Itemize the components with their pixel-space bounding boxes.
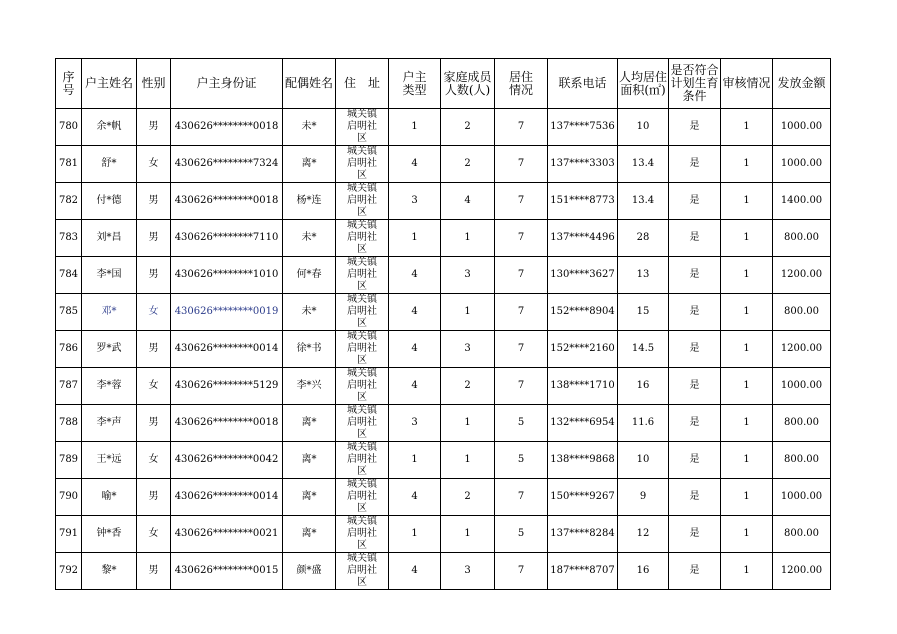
cell-address: 城关镇启明社区 [336,516,389,553]
col-header-birth-policy: 是否符合计划生育条件 [669,59,721,109]
cell-spouse-name: 未* [283,109,336,146]
table-row [56,442,831,479]
cell-owner-type: 4 [389,479,441,516]
cell-gender: 男 [137,183,171,220]
cell-address: 城关镇启明社区 [336,220,389,257]
cell-owner-type: 4 [389,146,441,183]
cell-area: 14.5 [618,331,669,368]
table-row [56,368,831,405]
cell-address: 城关镇启明社区 [336,146,389,183]
col-header-seq: 序号 [56,59,82,109]
cell-review: 1 [721,516,773,553]
cell-owner-name: 钟*香 [82,516,137,553]
cell-spouse-name: 徐*书 [283,331,336,368]
cell-owner-type: 4 [389,368,441,405]
cell-amount: 1000.00 [773,146,831,183]
cell-birth-policy: 是 [669,331,721,368]
cell-owner-id: 430626********0015 [171,553,283,590]
cell-amount: 1000.00 [773,368,831,405]
cell-seq: 787 [56,368,82,405]
cell-amount: 800.00 [773,220,831,257]
table-row [56,405,831,442]
cell-area: 28 [618,220,669,257]
cell-members: 1 [441,442,495,479]
cell-residence: 5 [495,516,548,553]
cell-members: 1 [441,405,495,442]
cell-members: 1 [441,516,495,553]
cell-owner-id: 430626********0018 [171,109,283,146]
col-header-review: 审核情况 [721,59,773,109]
cell-area: 13.4 [618,183,669,220]
cell-spouse-name: 离* [283,146,336,183]
cell-review: 1 [721,368,773,405]
col-header-owner-id: 户主身份证 [171,59,283,109]
cell-owner-type: 1 [389,516,441,553]
cell-seq: 784 [56,257,82,294]
cell-seq: 790 [56,479,82,516]
cell-birth-policy: 是 [669,257,721,294]
cell-residence: 5 [495,405,548,442]
cell-review: 1 [721,405,773,442]
cell-residence: 7 [495,294,548,331]
cell-members: 2 [441,368,495,405]
cell-owner-name: 李*国 [82,257,137,294]
cell-seq: 781 [56,146,82,183]
cell-owner-name: 黎* [82,553,137,590]
cell-spouse-name: 离* [283,442,336,479]
cell-address: 城关镇启明社区 [336,442,389,479]
cell-spouse-name: 李*兴 [283,368,336,405]
table-row [56,479,831,516]
cell-area: 15 [618,294,669,331]
cell-phone: 132****6954 [548,405,618,442]
cell-birth-policy: 是 [669,109,721,146]
cell-owner-name: 舒* [82,146,137,183]
table-row [56,516,831,553]
col-header-residence: 居住情况 [495,59,548,109]
cell-review: 1 [721,442,773,479]
cell-residence: 7 [495,479,548,516]
cell-spouse-name: 离* [283,405,336,442]
cell-birth-policy: 是 [669,442,721,479]
table-row [56,220,831,257]
cell-owner-name: 邓* [82,294,137,331]
cell-spouse-name: 何*春 [283,257,336,294]
cell-owner-name: 余*帆 [82,109,137,146]
cell-address: 城关镇启明社区 [336,183,389,220]
cell-phone: 152****8904 [548,294,618,331]
cell-members: 2 [441,146,495,183]
cell-members: 2 [441,109,495,146]
cell-area: 12 [618,516,669,553]
table-row [56,331,831,368]
table-row [56,294,831,331]
cell-gender: 男 [137,405,171,442]
cell-residence: 7 [495,146,548,183]
table-row [56,553,831,590]
cell-phone: 130****3627 [548,257,618,294]
cell-residence: 7 [495,368,548,405]
cell-address: 城关镇启明社区 [336,479,389,516]
cell-gender: 男 [137,553,171,590]
cell-birth-policy: 是 [669,405,721,442]
cell-review: 1 [721,294,773,331]
cell-amount: 800.00 [773,516,831,553]
cell-phone: 137****7536 [548,109,618,146]
cell-seq: 786 [56,331,82,368]
cell-area: 11.6 [618,405,669,442]
table-row [56,183,831,220]
cell-amount: 1000.00 [773,479,831,516]
cell-review: 1 [721,146,773,183]
cell-birth-policy: 是 [669,294,721,331]
cell-members: 1 [441,294,495,331]
cell-spouse-name: 未* [283,294,336,331]
cell-address: 城关镇启明社区 [336,109,389,146]
cell-area: 13 [618,257,669,294]
cell-phone: 152****2160 [548,331,618,368]
household-subsidy-table [55,58,831,590]
cell-area: 16 [618,368,669,405]
cell-birth-policy: 是 [669,183,721,220]
cell-members: 3 [441,331,495,368]
cell-area: 9 [618,479,669,516]
cell-birth-policy: 是 [669,220,721,257]
cell-owner-id: 430626********0019 [171,294,283,331]
cell-owner-name: 李*蓉 [82,368,137,405]
cell-owner-name: 罗*武 [82,331,137,368]
cell-birth-policy: 是 [669,553,721,590]
cell-owner-id: 430626********7324 [171,146,283,183]
cell-residence: 7 [495,109,548,146]
table-row [56,109,831,146]
cell-seq: 791 [56,516,82,553]
col-header-address: 住 址 [336,59,389,109]
cell-owner-id: 430626********0042 [171,442,283,479]
cell-area: 13.4 [618,146,669,183]
cell-owner-type: 3 [389,405,441,442]
cell-gender: 男 [137,109,171,146]
cell-owner-id: 430626********0014 [171,331,283,368]
cell-spouse-name: 杨*连 [283,183,336,220]
cell-amount: 1200.00 [773,331,831,368]
cell-review: 1 [721,220,773,257]
cell-seq: 783 [56,220,82,257]
cell-owner-id: 430626********0014 [171,479,283,516]
cell-phone: 151****8773 [548,183,618,220]
cell-gender: 女 [137,294,171,331]
cell-gender: 女 [137,146,171,183]
col-header-amount: 发放金额 [773,59,831,109]
cell-owner-name: 李*声 [82,405,137,442]
cell-seq: 792 [56,553,82,590]
cell-gender: 女 [137,516,171,553]
cell-residence: 7 [495,331,548,368]
cell-owner-name: 付*德 [82,183,137,220]
cell-seq: 780 [56,109,82,146]
cell-amount: 1000.00 [773,109,831,146]
cell-owner-type: 4 [389,294,441,331]
cell-review: 1 [721,257,773,294]
cell-birth-policy: 是 [669,516,721,553]
cell-gender: 男 [137,220,171,257]
cell-owner-id: 430626********0021 [171,516,283,553]
cell-birth-policy: 是 [669,368,721,405]
table-row [56,257,831,294]
cell-owner-id: 430626********0018 [171,183,283,220]
cell-phone: 137****3303 [548,146,618,183]
table-body [56,109,831,590]
col-header-gender: 性别 [137,59,171,109]
header-row [56,59,831,109]
cell-spouse-name: 离* [283,479,336,516]
cell-gender: 男 [137,331,171,368]
cell-amount: 1200.00 [773,553,831,590]
cell-owner-type: 1 [389,220,441,257]
cell-phone: 137****4496 [548,220,618,257]
cell-address: 城关镇启明社区 [336,257,389,294]
cell-seq: 782 [56,183,82,220]
cell-phone: 187****8707 [548,553,618,590]
cell-members: 1 [441,220,495,257]
cell-owner-name: 王*远 [82,442,137,479]
cell-spouse-name: 离* [283,516,336,553]
cell-residence: 7 [495,257,548,294]
cell-phone: 138****1710 [548,368,618,405]
cell-area: 10 [618,109,669,146]
col-header-members: 家庭成员人数(人) [441,59,495,109]
cell-review: 1 [721,109,773,146]
cell-review: 1 [721,331,773,368]
cell-members: 4 [441,183,495,220]
cell-phone: 150****9267 [548,479,618,516]
cell-address: 城关镇启明社区 [336,331,389,368]
cell-owner-type: 3 [389,183,441,220]
cell-gender: 女 [137,368,171,405]
cell-seq: 789 [56,442,82,479]
cell-address: 城关镇启明社区 [336,405,389,442]
col-header-area: 人均居住面积(㎡) [618,59,669,109]
cell-birth-policy: 是 [669,479,721,516]
cell-owner-name: 刘*昌 [82,220,137,257]
cell-spouse-name: 未* [283,220,336,257]
cell-review: 1 [721,479,773,516]
cell-area: 16 [618,553,669,590]
cell-owner-id: 430626********0018 [171,405,283,442]
cell-review: 1 [721,183,773,220]
cell-seq: 788 [56,405,82,442]
cell-owner-id: 430626********5129 [171,368,283,405]
cell-owner-type: 1 [389,109,441,146]
col-header-spouse-name: 配偶姓名 [283,59,336,109]
cell-owner-type: 4 [389,331,441,368]
cell-review: 1 [721,553,773,590]
cell-owner-name: 喻* [82,479,137,516]
col-header-owner-type: 户主类型 [389,59,441,109]
cell-gender: 男 [137,479,171,516]
table-row [56,146,831,183]
cell-amount: 800.00 [773,442,831,479]
cell-residence: 7 [495,220,548,257]
cell-gender: 男 [137,257,171,294]
cell-amount: 800.00 [773,405,831,442]
cell-owner-type: 4 [389,553,441,590]
cell-area: 10 [618,442,669,479]
cell-amount: 1400.00 [773,183,831,220]
cell-residence: 5 [495,442,548,479]
cell-owner-type: 1 [389,442,441,479]
cell-amount: 800.00 [773,294,831,331]
cell-members: 3 [441,257,495,294]
cell-owner-type: 4 [389,257,441,294]
cell-spouse-name: 颜*盛 [283,553,336,590]
cell-phone: 137****8284 [548,516,618,553]
cell-phone: 138****9868 [548,442,618,479]
cell-residence: 7 [495,553,548,590]
cell-amount: 1200.00 [773,257,831,294]
cell-address: 城关镇启明社区 [336,368,389,405]
col-header-owner-name: 户主姓名 [82,59,137,109]
cell-owner-id: 430626********1010 [171,257,283,294]
cell-owner-id: 430626********7110 [171,220,283,257]
cell-address: 城关镇启明社区 [336,294,389,331]
cell-address: 城关镇启明社区 [336,553,389,590]
cell-birth-policy: 是 [669,146,721,183]
cell-seq: 785 [56,294,82,331]
cell-members: 3 [441,553,495,590]
col-header-phone: 联系电话 [548,59,618,109]
cell-gender: 女 [137,442,171,479]
cell-residence: 7 [495,183,548,220]
cell-members: 2 [441,479,495,516]
